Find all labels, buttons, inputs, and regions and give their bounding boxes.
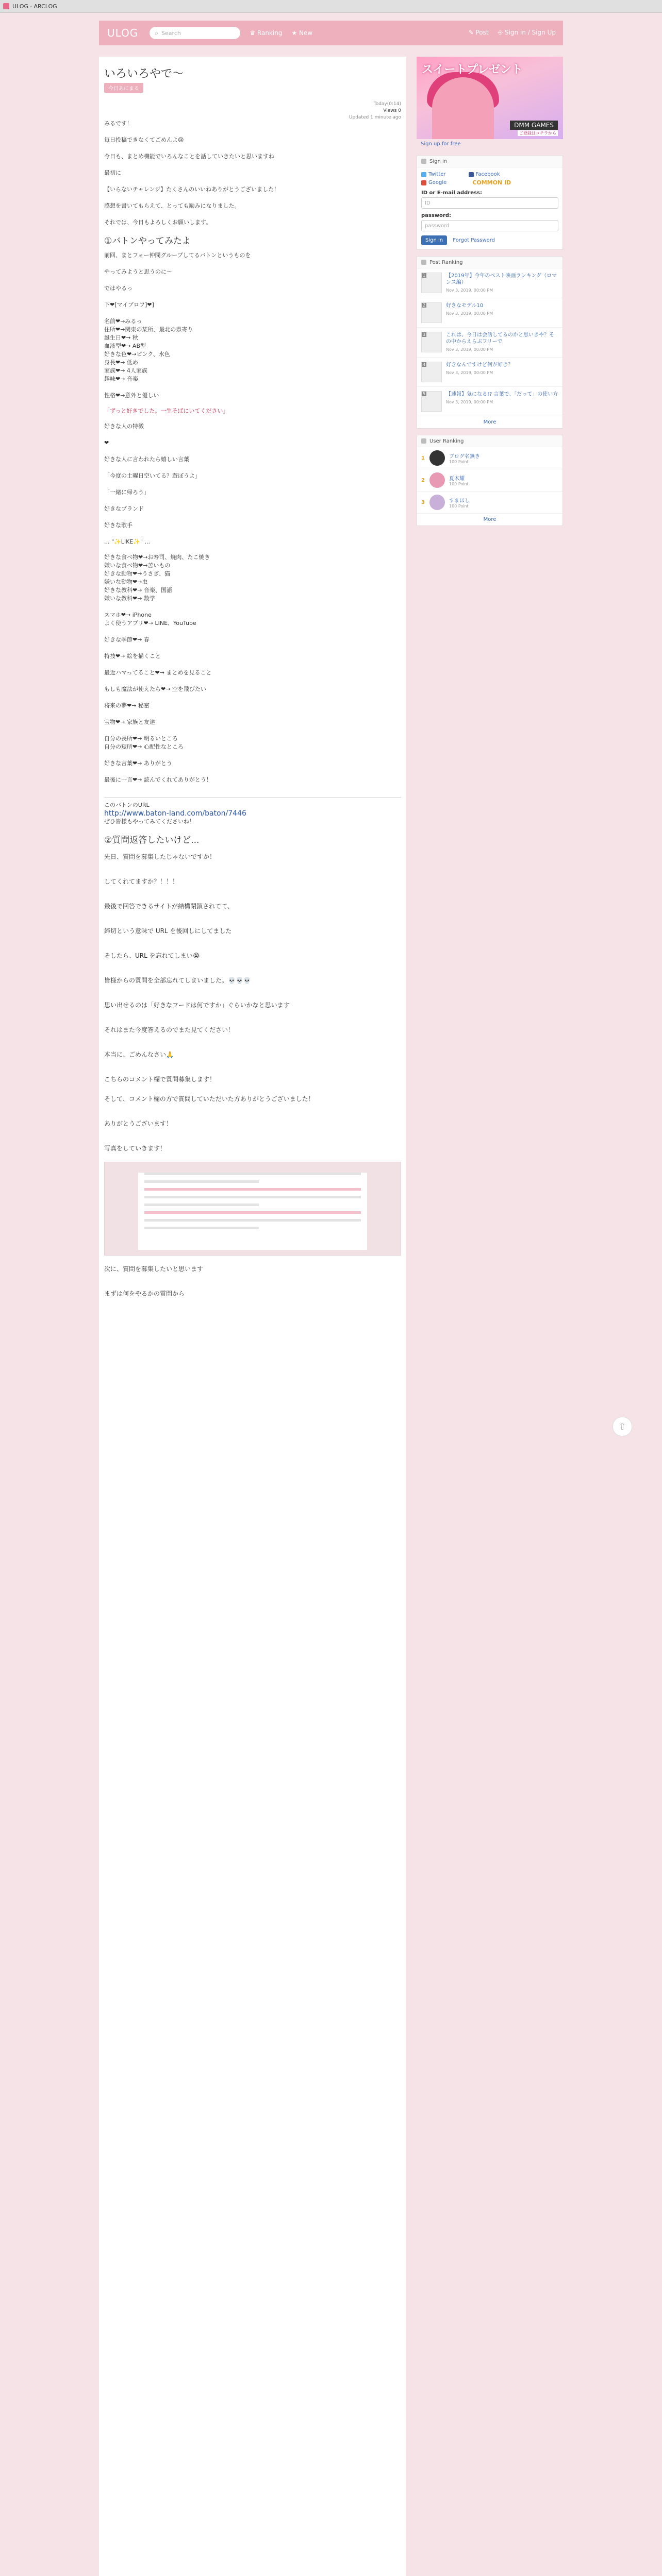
nav-new[interactable]: ★ New [291, 29, 313, 37]
facebook-icon [469, 172, 474, 177]
search-placeholder: Search [161, 29, 181, 37]
password-placeholder: password [425, 223, 450, 229]
id-label: ID or E-mail address: [421, 190, 482, 196]
post-ranking-box [417, 256, 563, 429]
user-points: 100 Point [449, 504, 469, 509]
post-ranking-item[interactable] [417, 387, 562, 416]
post-meta: Nov 3, 2019, 00:00 PM [446, 288, 493, 293]
common-id [469, 179, 511, 186]
users-icon [421, 438, 426, 444]
ad-banner[interactable] [417, 57, 563, 139]
user-ranking-label: User Ranking [429, 438, 464, 444]
article-date: Today(0:14) [373, 101, 401, 107]
signin-head-label: Sign in [429, 158, 448, 164]
avatar [429, 495, 445, 510]
post-ranking-head [417, 257, 562, 268]
user-rank-number: 2 [421, 477, 425, 483]
google-label: Google [428, 180, 447, 185]
section-heading-questions: ②質問返答したいけど... [104, 835, 200, 845]
user-ranking-more[interactable]: More [483, 517, 496, 522]
user-name: すまほし [449, 498, 470, 504]
site-logo[interactable]: ULOG [107, 27, 139, 39]
twitter-icon [421, 172, 426, 177]
article-meta [349, 101, 401, 121]
signin-head [417, 156, 562, 167]
screenshot-line [144, 1188, 360, 1191]
post-ranking-more[interactable]: More [483, 419, 496, 425]
twitter-label: Twitter [428, 172, 446, 177]
article-main [99, 57, 406, 2576]
post-ranking-item[interactable] [417, 268, 562, 298]
banner-brand: DMM GAMES [510, 121, 558, 130]
banner-sub: ご登録はコチラから [518, 130, 558, 136]
user-name: 夏木耀 [449, 476, 465, 482]
questions-text: 先日、質問を募集したじゃないですか！ してくれてますか？！！！ 最後で回答できるサイトが結構閉鎖されてて、 締切という意味で URL を後回しにしてました そしたら、URL を忘れてしまい😭 皆様からの質問を全部忘れてしまいました。💀💀💀 思い出せるのは「好きなフードは何ですか」ぐらいかなと思います それはまた今度答えるのでまた見てください！ 本当に、ごめんなさい🙏 こちらのコメント欄で質問募集します！ [104, 853, 290, 1083]
password-label: password: [421, 213, 452, 218]
user-ranking-item[interactable] [417, 492, 562, 514]
scroll-top-button[interactable] [613, 1417, 632, 1436]
screenshot-line [144, 1204, 259, 1206]
user-name: ブログ名無き [449, 454, 480, 460]
post-thumbnail [421, 391, 442, 412]
post-thumbnail [421, 332, 442, 352]
password-field[interactable] [421, 220, 558, 231]
site-header [99, 21, 563, 45]
facebook-label: Facebook [475, 172, 500, 177]
signin-button[interactable]: Sign in [421, 235, 447, 245]
baton-url-sub: ぜひ皆様もやってみてくださいね！ [104, 818, 195, 825]
article-title: いろいろやで〜 [104, 67, 184, 80]
user-points: 100 Point [449, 460, 469, 464]
post-meta: Nov 3, 2019, 00:00 PM [446, 347, 493, 352]
post-meta: Nov 3, 2019, 00:00 PM [446, 370, 493, 375]
arrow-up-icon: ⇧ [618, 1421, 626, 1432]
post-ranking-item[interactable] [417, 328, 562, 358]
article-tag[interactable]: 今日あにまる [104, 83, 143, 93]
post-title: 好きなモデル10 [446, 303, 484, 309]
baton-url-label: このバトンのURL [104, 802, 150, 808]
post-meta: Nov 3, 2019, 00:00 PM [446, 400, 493, 404]
user-ranking-item[interactable] [417, 469, 562, 492]
banner-character [432, 77, 494, 139]
twitter-login[interactable] [421, 172, 446, 177]
browser-tab[interactable] [0, 0, 662, 13]
article-intro: みるです！ 毎日投稿できなくてごめんよ😢 今日も、まとめ機能でいろんなことを話していきたいと思いますね 最初に 【いらないチャレンジ】たくさんのいいねありがとうございました！ 感想を書いてもらえて、とっても励みになりました。 それでは、今日もよろしくお願いします。 [104, 120, 280, 226]
post-thumbnail [421, 362, 442, 382]
ranking-icon [421, 260, 426, 265]
avatar [429, 450, 445, 466]
rank-number: 2 [423, 303, 426, 308]
post-ranking-label: Post Ranking [429, 259, 463, 265]
lock-icon [421, 159, 426, 164]
post-meta: Nov 3, 2019, 00:00 PM [446, 311, 493, 316]
screenshot-line [144, 1173, 360, 1175]
screenshot-image [104, 1162, 401, 1256]
signin-link[interactable]: ⎆ Sign in / Sign Up [498, 29, 556, 36]
google-login[interactable] [421, 179, 446, 186]
post-thumbnail [421, 302, 442, 323]
user-rank-number: 1 [421, 455, 425, 461]
forgot-password-link[interactable]: Forgot Password [453, 238, 495, 243]
baton-profile: 前回、まとフォー仲間グループしてるバトンというものを やってみようと思うのに〜 ではやるっ 下❤︎[マイプロフ]❤︎] 名前❤︎→みるっ 住所❤︎→関東の某所、最北の県寄り 誕生日❤︎→ 秋 血液型❤︎→ AB型 好きな色❤︎→ピンク、水色 身長❤︎→ 低め 家族❤︎→ 4人家族 趣味❤︎→ 音楽 性格❤︎→意外と優しい [104, 252, 251, 399]
avatar [429, 472, 445, 488]
rank-number: 1 [423, 273, 426, 278]
rank-number: 3 [423, 332, 426, 337]
screenshot-line [144, 1180, 259, 1183]
post-label: Post [475, 29, 489, 36]
rank-number: 5 [423, 392, 426, 396]
id-placeholder: ID [425, 200, 431, 206]
screenshot-line [144, 1211, 360, 1214]
post-ranking-item[interactable] [417, 358, 562, 387]
post-title: 【速報】気になる!? 言葉で、「だって」の使い方 [446, 392, 558, 397]
nav-ranking[interactable]: ♛ Ranking [250, 29, 283, 37]
questions-text-3: 次に、質問を募集したいと思います まずは何をやるかの質問から [104, 1265, 204, 1297]
search-input[interactable] [150, 27, 240, 39]
facebook-login[interactable] [469, 172, 500, 177]
user-points: 100 Point [449, 482, 469, 486]
user-ranking-head [417, 435, 562, 447]
nav-new-label: New [299, 29, 313, 37]
user-ranking-box [417, 435, 563, 526]
post-ranking-item[interactable] [417, 298, 562, 328]
article-updated: Updated 1 minute ago [349, 115, 401, 120]
article-views: Views 0 [383, 108, 401, 113]
questions-text-2: そして、コメント欄の方で質問していただいた方ありがとうございました！ ありがとうございます！ 写真をしていきます！ [104, 1095, 315, 1152]
rank-number: 4 [423, 362, 426, 367]
signin-box [417, 155, 563, 250]
search-icon: ⌕ [155, 29, 159, 37]
post-title: これは、今日は会話してるのかと思いきや？その中からえらぶフリーで [446, 332, 554, 345]
id-field[interactable] [421, 197, 558, 209]
post-title: 好きなんですけど何が好き？ [446, 362, 513, 368]
google-icon [421, 180, 426, 185]
sidebar [417, 57, 563, 526]
screenshot-line [144, 1196, 360, 1198]
tab-title: ULOG · ARCLOG [12, 3, 57, 10]
signup-link[interactable]: Sign up for free [421, 141, 461, 147]
banner-title: スイートプレゼント [422, 63, 523, 76]
nav-ranking-label: Ranking [257, 29, 283, 37]
user-rank-number: 3 [421, 499, 425, 505]
signin-label: Sign in / Sign Up [505, 29, 556, 36]
screenshot-line [144, 1227, 259, 1229]
common-id-label: COMMON ID [472, 179, 511, 186]
post-thumbnail [421, 273, 442, 293]
quote-question: 「ずっと好きでした。一生そばにいてください」 [104, 408, 229, 414]
section-heading-baton: ①バトンやってみたよ [104, 236, 191, 246]
screenshot-line [144, 1219, 360, 1222]
user-ranking-item[interactable] [417, 447, 562, 469]
baton-url-link[interactable]: http://www.baton-land.com/baton/7446 [104, 809, 246, 818]
post-button[interactable]: ✎ Post [468, 29, 489, 36]
favicon-icon [3, 3, 9, 9]
post-title: 【2019年】今年のベスト映画ランキング（ロマンス編） [446, 273, 557, 285]
baton-long: 好きな食べ物❤︎→お寿司、焼肉、たこ焼き 嫌いな食べ物❤︎→苦いもの 好きな動物❤︎→うさぎ、猫 嫌いな動物❤︎→虫 好きな教科❤︎→ 音楽、国語 嫌いな教科❤︎→ 数学 スマホ❤︎→ iPhone よく使うアプリ❤︎→ LINE、YouTube 好きな季節❤︎→ 春 特技❤︎→ 絵を描くこと 最近ハマってること❤︎→ まとめを見ること もしも魔法が使えたら❤︎→ 空を飛びたい 将来の夢❤︎→ 秘密 宝物❤︎→ 家族と友達 自分の長所❤︎→ 明るいところ 自分の短所❤︎→ 心配性なところ 好きな言葉❤︎→ ありがとう 最後に一言❤︎→ 読んでくれてありがとう！ [104, 554, 212, 783]
baton-mid: 好きな人の特徴 ❤︎ 好きな人に言われたら嬉しい言葉 「今度の土曜日空いてる？遊ぼうよ」 「一緒に帰ろう」 好きなブランド 好きな歌手 ... "✨LIKE✨" ... [104, 423, 201, 545]
